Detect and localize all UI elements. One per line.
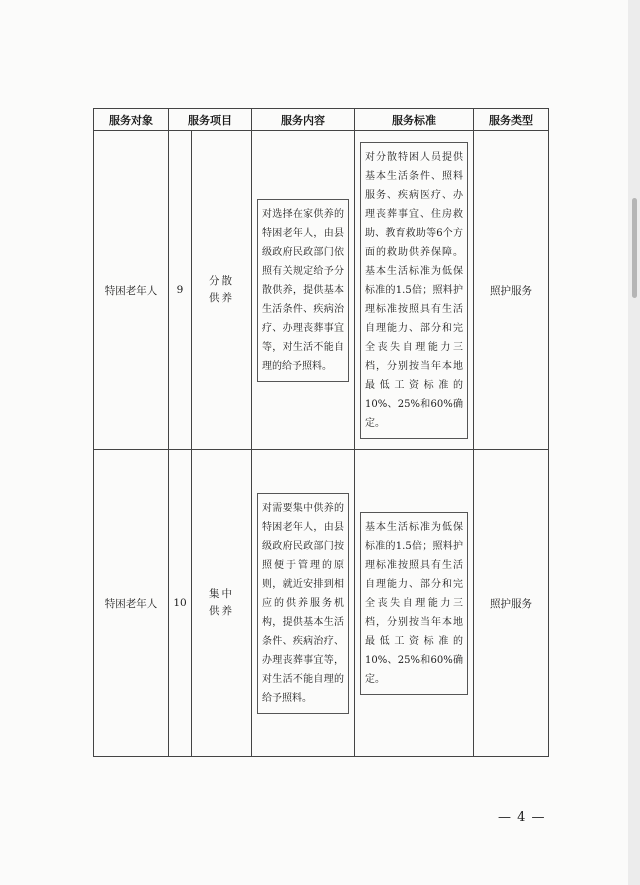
- service-content-text: 对需要集中供养的特困老年人，由县级政府民政部门按照便于管理的原则，就近安排到相应的供养服务机构，提供基本生活条件、疾病治疗、办理丧葬事宜等，对生活不能自理的给予照料。: [257, 493, 349, 714]
- service-standard-cell: [355, 450, 474, 757]
- service-type-cell: 照护服务: [474, 450, 549, 757]
- service-standard-text: 基本生活标准为低保标准的1.5倍；照料护理标准按照具有生活自理能力、部分和完全丧失自理能力三档，分别按当年本地最低工资标准的10%、25%和60%确定。: [360, 512, 468, 695]
- service-table: [93, 108, 549, 757]
- page-number: — 4 —: [498, 810, 546, 825]
- service-item-cell: [192, 131, 252, 450]
- service-standard-text: 对分散特困人员提供基本生活条件、照料服务、疾病医疗、办理丧葬事宜、住房救助、教育救助等6个方面的救助供养保障。基本生活标准为低保标准的1.5倍；照料护理标准按照具有生活自理能力、部分和完全丧失自理能力三档，分别按当年本地最低工资标准的10%、25%和60%确定。: [360, 142, 468, 439]
- table-header-row: [94, 109, 549, 131]
- item-number-cell: 10: [169, 450, 192, 757]
- service-standard-cell: [355, 131, 474, 450]
- service-item-text: 集中供养: [209, 588, 234, 617]
- service-content-cell: [252, 131, 355, 450]
- service-object-cell: 特困老年人: [94, 131, 169, 450]
- scrollbar-thumb[interactable]: [632, 198, 637, 298]
- header-service-type: 服务类型: [474, 109, 549, 131]
- service-item-text: 分散供养: [209, 275, 234, 304]
- table-row: [94, 131, 549, 450]
- service-item-cell: [192, 450, 252, 757]
- service-content-cell: [252, 450, 355, 757]
- header-service-item: 服务项目: [169, 109, 252, 131]
- service-type-cell: 照护服务: [474, 131, 549, 450]
- header-service-content: 服务内容: [252, 109, 355, 131]
- service-content-text: 对选择在家供养的特困老年人，由县级政府民政部门依照有关规定给予分散供养，提供基本生活条件、疾病治疗、办理丧葬事宜等，对生活不能自理的给予照料。: [257, 199, 349, 382]
- service-object-cell: 特困老年人: [94, 450, 169, 757]
- item-number-cell: 9: [169, 131, 192, 450]
- header-service-standard: 服务标准: [355, 109, 474, 131]
- header-service-object: 服务对象: [94, 109, 169, 131]
- vertical-scrollbar[interactable]: [628, 0, 640, 885]
- table-row: [94, 450, 549, 757]
